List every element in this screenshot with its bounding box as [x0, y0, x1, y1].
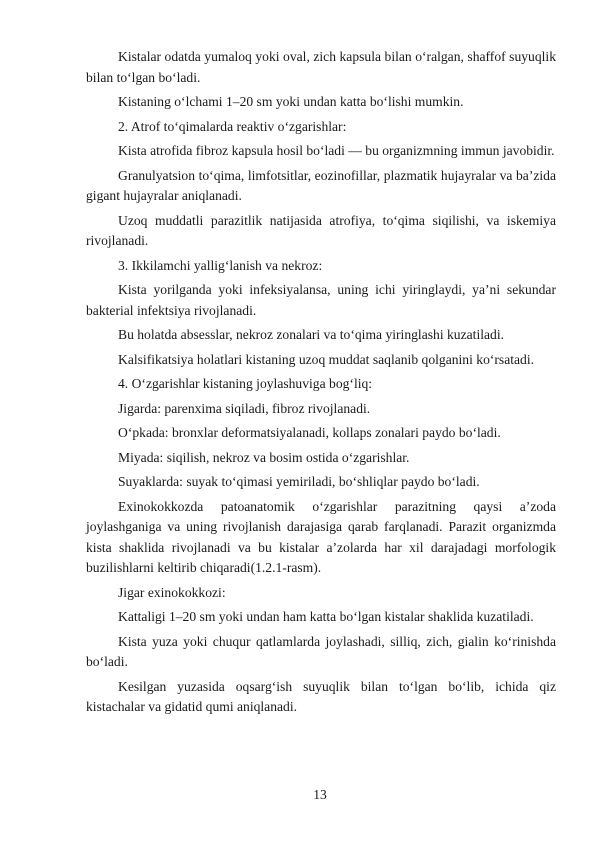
section-heading: 2. Atrof to‘qimalarda reaktiv o‘zgarishlar:: [118, 118, 347, 134]
paragraph: Uzoq muddatli parazitlik natijasida atrofiya, to‘qima siqilishi, va iskemiya rivojlanadi.: [86, 212, 556, 248]
paragraph: Bu holatda absesslar, nekroz zonalari va to‘qima yiringlashi kuzatiladi.: [118, 327, 505, 342]
paragraph: Granulyatsion to‘qima, limfotsitlar, eozinofillar, plazmatik hujayralar va ba’zida gigant hujayralar aniqlanadi.: [86, 167, 556, 203]
paragraph: Kista atrofida fibroz kapsula hosil bo‘ladi — bu organizmning immun javobidir.: [118, 143, 555, 158]
paragraph: Jigarda: parenxima siqiladi, fibroz rivojlanadi.: [118, 400, 371, 416]
paragraph: Miyada: siqilish, nekroz va bosim ostida o‘zgarishlar.: [118, 449, 410, 465]
paragraph: Suyaklarda: suyak to‘qimasi yemiriladi, bo‘shliqlar paydo bo‘ladi.: [118, 474, 480, 489]
paragraph: Exinokokkozda patoanatomik o‘zgarishlar parazitning qaysi a’zoda joylashganiga va uning rivojlanish darajasiga qarab farqlanadi. Parazit organizmda kista shaklida rivojlanadi va bu kistalar a’zolarda har xil darajadagi morfologik buzilishlarni keltirib chiqaradi(1.2.1-rasm).: [86, 498, 556, 575]
paragraph: Kalsifikatsiya holatlari kistaning uzoq muddat saqlanib qolganini ko‘rsatadi.: [118, 351, 535, 367]
paragraph: Kista yuza yoki chuqur qatlamlarda joylashadi, silliq, zich, gialin ko‘rinishda bo‘ladi.: [86, 633, 556, 669]
paragraph: Kesilgan yuzasida oqsarg‘ish suyuqlik bilan to‘lgan bo‘lib, ichida qiz kistachalar va gidatid qumi aniqlanadi.: [86, 678, 556, 714]
section-heading: 4. O‘zgarishlar kistaning joylashuviga bog‘liq:: [118, 376, 373, 391]
paragraph: Kattaligi 1–20 sm yoki undan ham katta bo‘lgan kistalar shaklida kuzatiladi.: [118, 609, 534, 624]
document-body: [86, 47, 556, 722]
subsection-heading: Jigar exinokokkozi:: [118, 584, 226, 600]
page-number: 13: [313, 787, 327, 802]
paragraph: Kista yorilganda yoki infeksiyalansa, uning ichi yiringlaydi, ya’ni sekundar bakterial infektsiya rivojlanadi.: [86, 282, 556, 318]
section-heading: 3. Ikkilamchi yallig‘lanish va nekroz:: [118, 257, 323, 273]
paragraph: Kistaning o‘lchami 1–20 sm yoki undan katta bo‘lishi mumkin.: [118, 94, 464, 109]
paragraph: O‘pkada: bronxlar deformatsiyalanadi, kollaps zonalari paydo bo‘ladi.: [118, 425, 501, 440]
paragraph: Kistalar odatda yumaloq yoki oval, zich kapsula bilan o‘ralgan, shaffof suyuqlik bilan to‘lgan bo‘ladi.: [86, 49, 556, 85]
